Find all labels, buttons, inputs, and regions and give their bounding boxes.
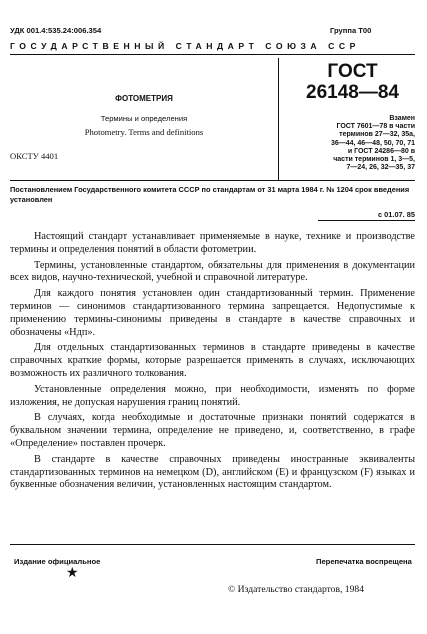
gost-number: 26148—84 bbox=[306, 82, 399, 103]
effective-date: с 01.07. 85 bbox=[378, 210, 415, 219]
star-icon: ★ bbox=[66, 566, 79, 581]
replacement-line: 36—44, 46—48, 50, 70, 71 bbox=[330, 139, 415, 147]
vertical-divider bbox=[278, 58, 279, 180]
english-title: Photometry. Terms and definitions bbox=[84, 127, 204, 137]
middle-divider bbox=[10, 180, 415, 181]
body-paragraph: Термины, установленные стандартом, обязательны для применения в документации всех видов, научно-технической, учебной и справочной литературе. bbox=[10, 259, 415, 284]
body-text bbox=[10, 231, 415, 495]
replacement-note bbox=[282, 115, 415, 172]
body-paragraph: Для каждого понятия установлен один стандартизованный термин. Применение терминов — синонимов стандартизованного термина запрещается. Недопустимые к применению термины-синонимы приведены в стандарте в качестве справочных и обозначены «Ндп». bbox=[10, 288, 415, 338]
gost-label: ГОСТ bbox=[327, 61, 378, 82]
copyright-notice: © Издательство стандартов, 1984 bbox=[228, 584, 364, 595]
state-standard-heading: ГОСУДАРСТВЕННЫЙ СТАНДАРТ СОЮЗА ССР bbox=[10, 41, 360, 51]
document-title: ФОТОМЕТРИЯ bbox=[115, 94, 173, 103]
body-paragraph: В стандарте в качестве справочных приведены иностранные эквиваленты стандартизованных терминов на немецком (D), английском (E) и французском (F) языках и буквенные обозначения величин, установленных настоящим стандартом. bbox=[10, 453, 415, 491]
replacement-line: и ГОСТ 24286—80 в bbox=[347, 147, 415, 155]
okstu-code: ОКСТУ 4401 bbox=[10, 151, 59, 161]
udk-code: УДК 001.4:535.24:006.354 bbox=[10, 26, 102, 35]
official-edition-label: Издание официальное bbox=[14, 557, 101, 566]
group-code: Группа Т00 bbox=[330, 26, 372, 35]
document-subtitle: Термины и определения bbox=[100, 114, 188, 123]
replacement-line: Взамен bbox=[389, 115, 415, 122]
replacement-line: 7—24, 26, 32—35, 37 bbox=[346, 164, 415, 172]
replacement-line: части терминов 1, 3—5, bbox=[333, 156, 415, 164]
body-paragraph: В случаях, когда необходимые и достаточные признаки понятий содержатся в буквальном значении термина, определение не приведено, и, соответственно, в графе «Определение» поставлен прочерк. bbox=[10, 412, 415, 449]
replacement-line: ГОСТ 7601—78 в части bbox=[336, 123, 415, 131]
reprint-notice: Перепечатка воспрещена bbox=[316, 557, 412, 566]
bottom-divider bbox=[10, 544, 415, 545]
body-paragraph: Установленные определения можно, при необходимости, изменять по форме изложения, не допуская нарушения границ понятий. bbox=[10, 383, 415, 408]
top-divider bbox=[10, 54, 415, 55]
body-paragraph: Настоящий стандарт устанавливает применяемые в науке, технике и производстве термины и определения понятий в области фотометрии. bbox=[10, 231, 415, 255]
decree-text: Постановлением Государственного комитета СССР по стандартам от 31 марта 1984 г. № 1204 срок введения установлен bbox=[10, 185, 410, 204]
replacement-line: терминов 27—32, 35а, bbox=[339, 131, 415, 139]
effective-date-underline bbox=[318, 220, 415, 221]
body-paragraph: Для отдельных стандартизованных терминов в стандарте приведены в качестве справочных краткие формы, которые разрешается применять в случаях, исключающих возможность их различного толкования. bbox=[10, 342, 415, 379]
